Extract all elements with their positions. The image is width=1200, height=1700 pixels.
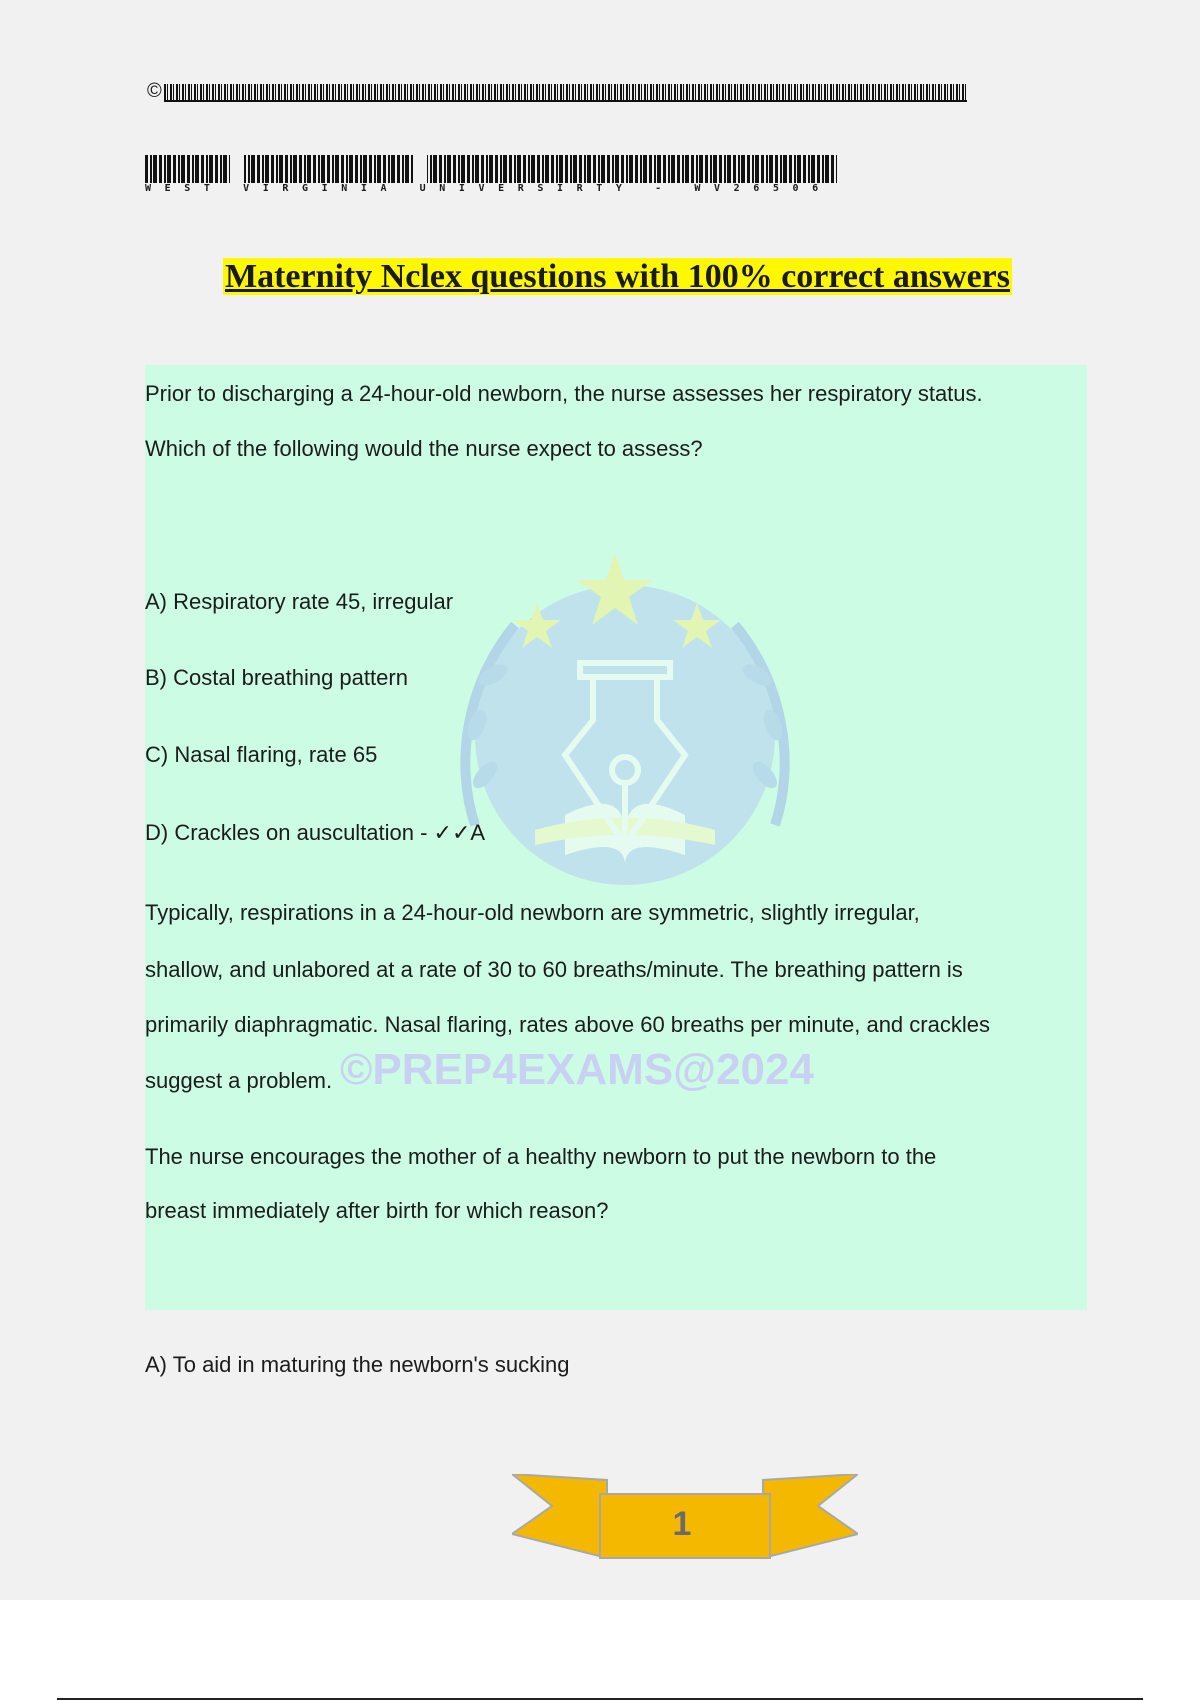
question1-option-b: B) Costal breathing pattern xyxy=(145,665,408,690)
question2-option-a: A) To aid in maturing the newborn's sucking xyxy=(145,1352,570,1377)
question2-stem-line1: The nurse encourages the mother of a healthy newborn to put the newborn to the xyxy=(145,1144,937,1169)
rationale-line1: Typically, respirations in a 24-hour-old newborn are symmetric, slightly irregular, xyxy=(145,900,920,925)
institution-barcode-bars xyxy=(145,155,837,183)
rationale-line4: suggest a problem. xyxy=(145,1068,333,1093)
question1-option-d-with-answer: D) Crackles on auscultation - ✓✓A xyxy=(145,820,486,845)
watermark-emblem-icon xyxy=(415,545,835,905)
page-number: 1 xyxy=(672,1505,692,1543)
question1-option-c: C) Nasal flaring, rate 65 xyxy=(145,742,378,767)
document-title: Maternity Nclex questions with 100% correct answers xyxy=(224,258,1010,295)
copyright-symbol: © xyxy=(147,80,162,102)
rationale-line2: shallow, and unlabored at a rate of 30 to 60 breaths/minute. The breathing pattern is xyxy=(145,957,963,982)
question2-stem-line2: breast immediately after birth for which reason? xyxy=(145,1198,609,1223)
question1-stem-line1: Prior to discharging a 24-hour-old newborn, the nurse assesses her respiratory status. xyxy=(145,381,983,406)
document-title-wrap xyxy=(0,258,1200,296)
institution-name: WEST VIRGINIA UNIVERSIRTY - WV26506 xyxy=(145,183,832,194)
rationale-line3: primarily diaphragmatic. Nasal flaring, rates above 60 breaths per minute, and crackles xyxy=(145,1012,990,1037)
header-barcode-line xyxy=(147,78,967,102)
question1-option-a: A) Respiratory rate 45, irregular xyxy=(145,589,454,614)
header-barcode-bars xyxy=(164,84,967,102)
institution-barcode xyxy=(145,155,837,197)
question1-stem-line2: Which of the following would the nurse expect to assess? xyxy=(145,436,703,461)
watermark-text: ©PREP4EXAMS@2024 xyxy=(340,1045,814,1094)
